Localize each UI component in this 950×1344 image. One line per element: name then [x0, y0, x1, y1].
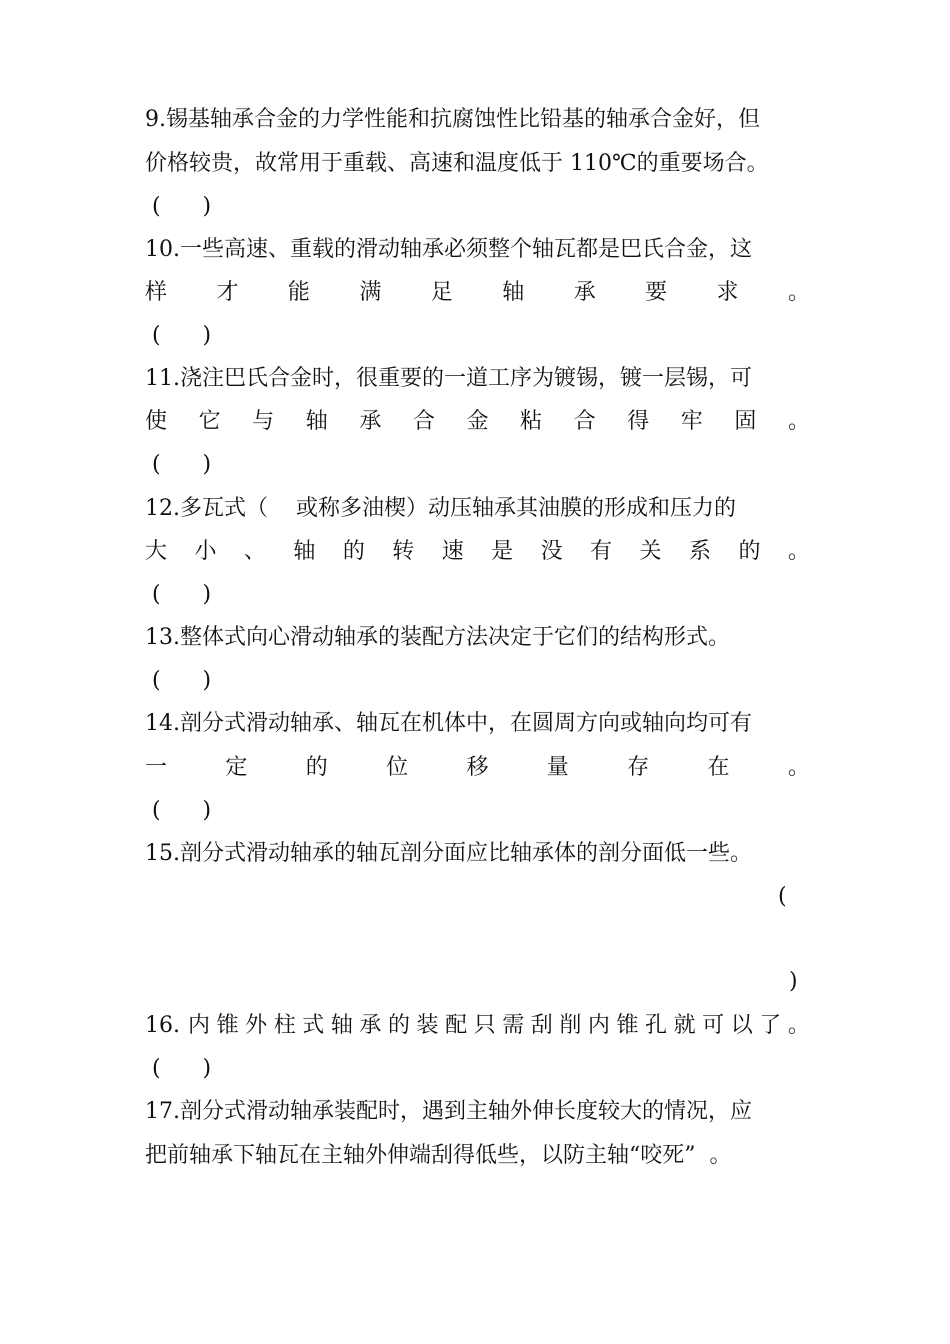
answer-parentheses: ( )	[152, 323, 212, 348]
question-11-line-2: 使 它 与 轴 承 合 金 粘 合 得 牢 固 。	[145, 409, 810, 434]
question-9-line-2: 价格较贵，故常用于重载、高速和温度低于 110℃的重要场合。	[145, 151, 769, 176]
question-12-line-1: 12.多瓦式（ 或称多油楔）动压轴承其油膜的形成和压力的	[145, 496, 736, 521]
question-10-line-1: 10.一些高速、重载的滑动轴承必须整个轴瓦都是巴氏合金，这	[145, 237, 753, 262]
question-13-number: 13.	[145, 625, 180, 650]
question-14-line-2: 一 定 的 位 移 量 存 在 。	[145, 755, 810, 780]
answer-paren-close: )	[789, 969, 798, 994]
question-17-line-1: 17.剖分式滑动轴承装配时，遇到主轴外伸长度较大的情况，应	[145, 1099, 753, 1124]
question-10-number: 10.	[145, 237, 180, 262]
question-9-number: 9.	[145, 107, 166, 132]
question-15-line-1: 15.剖分式滑动轴承的轴瓦剖分面应比轴承体的剖分面低一些。	[145, 841, 753, 866]
question-15-number: 15.	[145, 841, 180, 866]
question-17-number: 17.	[145, 1099, 180, 1124]
answer-parentheses: ( )	[152, 452, 212, 477]
answer-parentheses: ( )	[152, 798, 212, 823]
question-16-number: 16.	[145, 1013, 180, 1038]
question-16-line-1: 16. 内 锥 外 柱 式 轴 承 的 装 配 只 需 刮 削 内 锥 孔 就 可 以 了 。	[145, 1006, 810, 1046]
question-13-line-1: 13.整体式向心滑动轴承的装配方法决定于它们的结构形式。	[145, 625, 731, 650]
answer-parentheses: ( )	[152, 1056, 212, 1081]
question-11-line-1: 11.浇注巴氏合金时，很重要的一道工序为镀锡，镀一层锡，可	[145, 366, 753, 391]
question-17-line-2: 把前轴承下轴瓦在主轴外伸端刮得低些，以防主轴“咬死” 。	[145, 1143, 732, 1168]
question-9-line-1: 9.锡基轴承合金的力学性能和抗腐蚀性比铅基的轴承合金好，但	[145, 107, 761, 132]
question-12-line-2: 大 小 、 轴 的 转 速 是 没 有 关 系 的 。	[145, 539, 810, 564]
question-10-line-2: 样 才 能 满 足 轴 承 要 求 。	[145, 280, 810, 305]
answer-parentheses: ( )	[152, 668, 212, 693]
question-14-line-1: 14.剖分式滑动轴承、轴瓦在机体中，在圆周方向或轴向均可有	[145, 711, 753, 736]
question-11-number: 11.	[145, 366, 180, 391]
question-12-number: 12.	[145, 496, 180, 521]
answer-parentheses: ( )	[152, 194, 212, 219]
question-14-number: 14.	[145, 711, 180, 736]
answer-paren-open: (	[778, 884, 787, 909]
answer-parentheses: ( )	[152, 582, 212, 607]
